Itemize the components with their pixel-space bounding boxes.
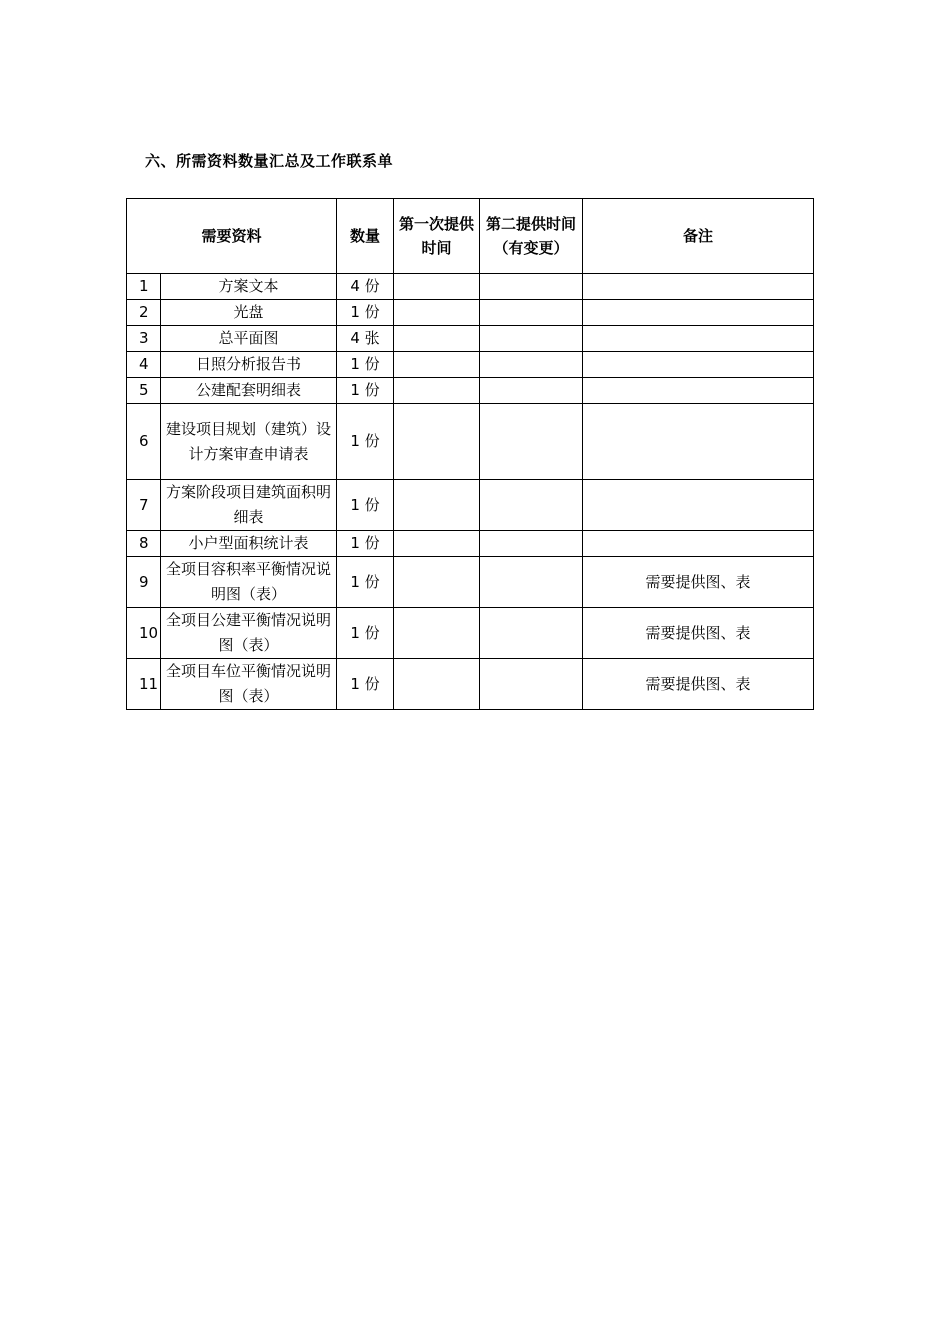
row-second-time (480, 326, 583, 352)
row-number: 5 (127, 378, 161, 404)
row-quantity: 1 份 (337, 352, 394, 378)
row-first-time (394, 274, 480, 300)
header-remarks: 备注 (583, 199, 814, 274)
row-number: 6 (127, 404, 161, 480)
row-first-time (394, 404, 480, 480)
row-number: 2 (127, 300, 161, 326)
table-row (127, 480, 814, 531)
row-second-time (480, 274, 583, 300)
table-row (127, 531, 814, 557)
materials-table (126, 198, 814, 710)
table-row (127, 378, 814, 404)
header-first-time: 第一次提供时间 (394, 199, 480, 274)
row-remarks (583, 480, 814, 531)
table-row (127, 326, 814, 352)
table-row (127, 274, 814, 300)
row-number: 4 (127, 352, 161, 378)
row-number: 11 (127, 659, 161, 710)
row-remarks (583, 378, 814, 404)
row-remarks (583, 404, 814, 480)
row-first-time (394, 326, 480, 352)
table-row (127, 608, 814, 659)
row-quantity: 1 份 (337, 300, 394, 326)
section-heading: 六、所需资料数量汇总及工作联系单 (145, 152, 394, 170)
row-remarks (583, 352, 814, 378)
row-second-time (480, 300, 583, 326)
row-remarks (583, 300, 814, 326)
row-number: 8 (127, 531, 161, 557)
row-second-time (480, 659, 583, 710)
row-quantity: 1 份 (337, 557, 394, 608)
row-second-time (480, 557, 583, 608)
row-second-time (480, 404, 583, 480)
row-material: 建设项目规划（建筑）设计方案审查申请表 (161, 404, 337, 480)
row-material: 光盘 (161, 300, 337, 326)
row-number: 1 (127, 274, 161, 300)
row-first-time (394, 378, 480, 404)
row-remarks: 需要提供图、表 (583, 557, 814, 608)
row-second-time (480, 352, 583, 378)
row-material: 公建配套明细表 (161, 378, 337, 404)
row-first-time (394, 352, 480, 378)
row-first-time (394, 480, 480, 531)
row-first-time (394, 531, 480, 557)
row-second-time (480, 608, 583, 659)
row-material: 方案文本 (161, 274, 337, 300)
row-remarks (583, 326, 814, 352)
row-remarks (583, 274, 814, 300)
row-material: 总平面图 (161, 326, 337, 352)
header-material: 需要资料 (127, 199, 337, 274)
row-material: 全项目容积率平衡情况说明图（表） (161, 557, 337, 608)
row-first-time (394, 557, 480, 608)
row-number: 3 (127, 326, 161, 352)
row-quantity: 1 份 (337, 531, 394, 557)
row-material: 日照分析报告书 (161, 352, 337, 378)
row-quantity: 1 份 (337, 378, 394, 404)
row-remarks: 需要提供图、表 (583, 659, 814, 710)
row-first-time (394, 659, 480, 710)
table-header-row (127, 199, 814, 274)
row-remarks: 需要提供图、表 (583, 608, 814, 659)
table-row (127, 404, 814, 480)
row-number: 9 (127, 557, 161, 608)
row-number: 10 (127, 608, 161, 659)
row-number: 7 (127, 480, 161, 531)
row-quantity: 1 份 (337, 608, 394, 659)
row-quantity: 1 份 (337, 404, 394, 480)
row-material: 全项目车位平衡情况说明图（表） (161, 659, 337, 710)
row-quantity: 4 份 (337, 274, 394, 300)
row-quantity: 4 张 (337, 326, 394, 352)
row-second-time (480, 531, 583, 557)
table-row (127, 659, 814, 710)
table-row (127, 300, 814, 326)
table-row (127, 352, 814, 378)
row-first-time (394, 300, 480, 326)
row-quantity: 1 份 (337, 659, 394, 710)
row-second-time (480, 480, 583, 531)
header-second-time: 第二提供时间（有变更） (480, 199, 583, 274)
row-material: 方案阶段项目建筑面积明细表 (161, 480, 337, 531)
table-row (127, 557, 814, 608)
header-quantity: 数量 (337, 199, 394, 274)
row-first-time (394, 608, 480, 659)
row-material: 全项目公建平衡情况说明图（表） (161, 608, 337, 659)
row-quantity: 1 份 (337, 480, 394, 531)
row-remarks (583, 531, 814, 557)
row-second-time (480, 378, 583, 404)
row-material: 小户型面积统计表 (161, 531, 337, 557)
